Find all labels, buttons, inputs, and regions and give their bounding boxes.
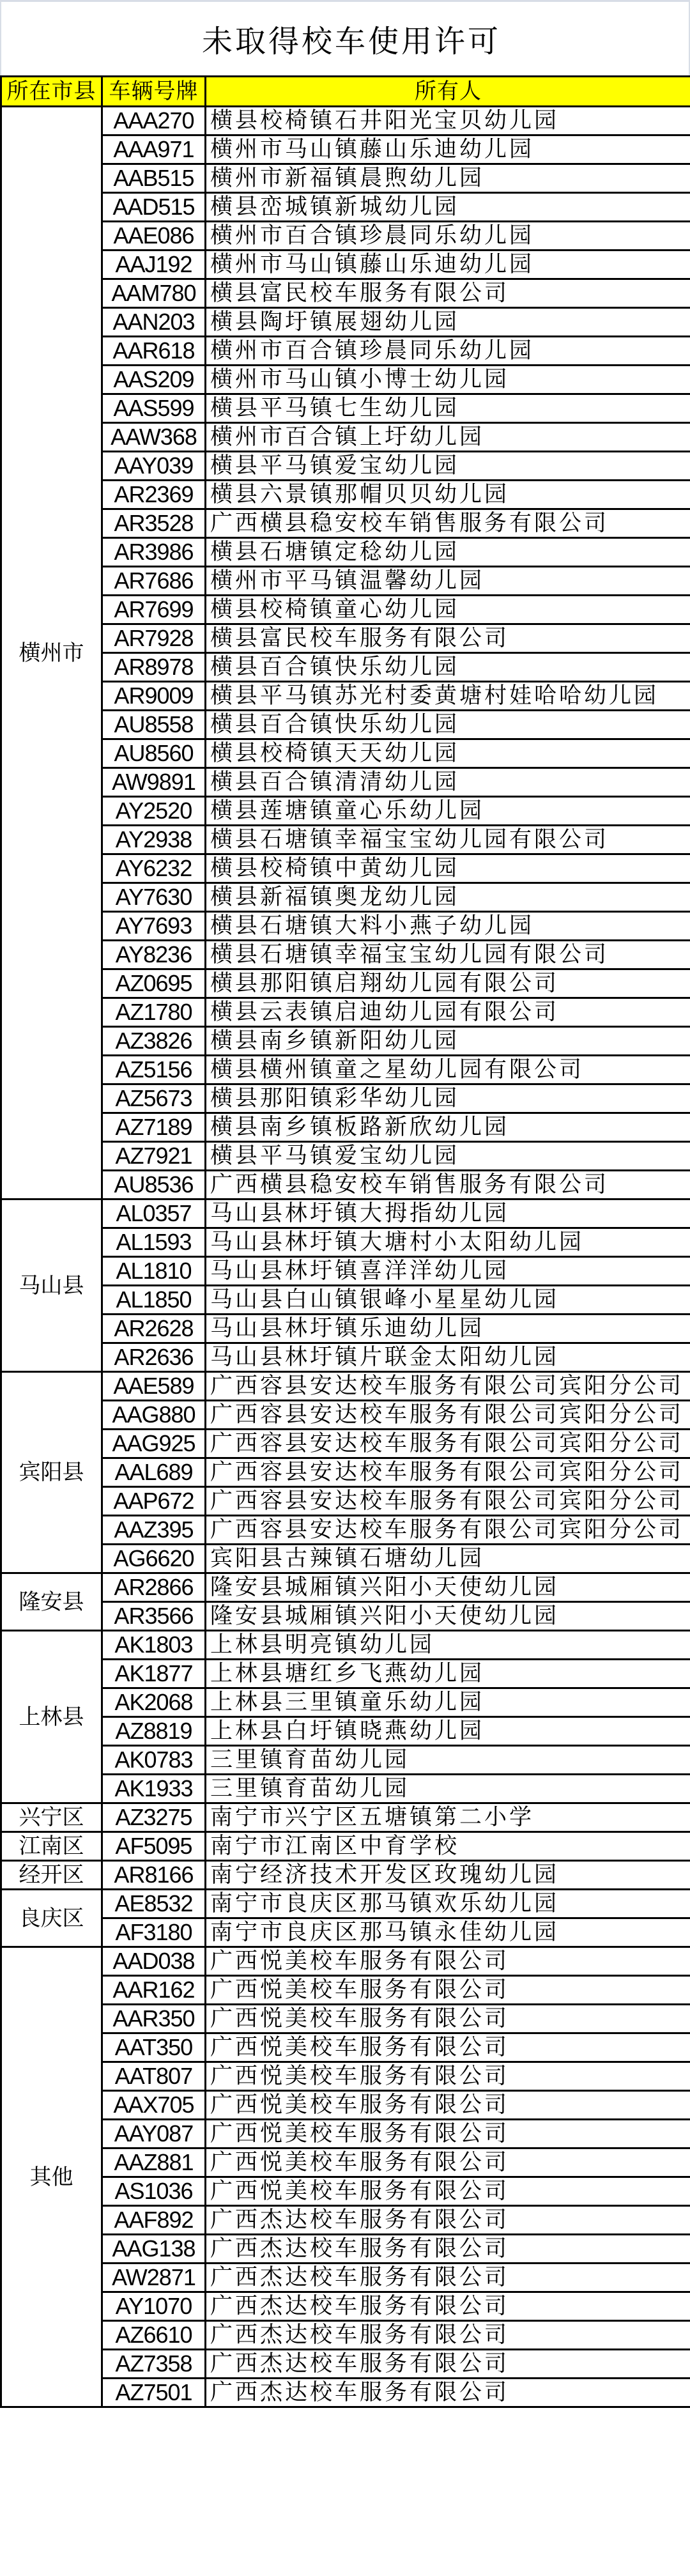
table-body (1, 107, 690, 2407)
plate-cell: AR9009 (102, 682, 206, 711)
table-row (1, 567, 690, 596)
vehicle-table (0, 75, 690, 2408)
page-title: 未取得校车使用许可 (201, 24, 501, 59)
table-row (1, 1660, 690, 1688)
table-row (1, 1861, 690, 1890)
table-row (1, 1056, 690, 1084)
owner-cell: 横州市百合镇上圩幼儿园 (206, 423, 690, 452)
owner-cell: 横州市马山镇藤山乐迪幼儿园 (206, 135, 690, 164)
owner-cell: 横州市新福镇晨煦幼儿园 (206, 164, 690, 193)
table-row (1, 883, 690, 912)
table-row (1, 1717, 690, 1746)
owner-cell: 横县新福镇奥龙幼儿园 (206, 883, 690, 912)
owner-cell: 横县平马镇爱宝幼儿园 (206, 1142, 690, 1171)
owner-cell: 广西悦美校车服务有限公司 (206, 2177, 690, 2206)
owner-cell: 马山县白山镇银峰小星星幼儿园 (206, 1286, 690, 1315)
owner-cell: 广西容县安达校车服务有限公司宾阳分公司 (206, 1401, 690, 1430)
plate-cell: AW9891 (102, 768, 206, 797)
owner-cell: 广西悦美校车服务有限公司 (206, 1947, 690, 1976)
table-row (1, 308, 690, 337)
region-cell: 兴宁区 (1, 1803, 102, 1832)
table-row (1, 2350, 690, 2379)
table-row (1, 1142, 690, 1171)
table-row (1, 1113, 690, 1142)
table-row (1, 2292, 690, 2321)
region-cell: 经开区 (1, 1861, 102, 1890)
owner-cell: 南宁市良庆区那马镇永佳幼儿园 (206, 1918, 690, 1947)
region-cell: 隆安县 (1, 1573, 102, 1631)
plate-cell: AAD515 (102, 193, 206, 222)
table-row (1, 1832, 690, 1861)
owner-cell: 广西杰达校车服务有限公司 (206, 2292, 690, 2321)
plate-cell: AAZ881 (102, 2148, 206, 2177)
plate-cell: AK1877 (102, 1660, 206, 1688)
table-row (1, 826, 690, 854)
owner-cell: 横县那阳镇启翔幼儿园有限公司 (206, 969, 690, 998)
plate-cell: AE8532 (102, 1890, 206, 1918)
owner-cell: 广西容县安达校车服务有限公司宾阳分公司 (206, 1487, 690, 1516)
plate-cell: AZ7189 (102, 1113, 206, 1142)
table-row (1, 653, 690, 682)
plate-cell: AZ3826 (102, 1027, 206, 1056)
owner-cell: 横州市平马镇温馨幼儿园 (206, 567, 690, 596)
table-row (1, 423, 690, 452)
plate-cell: AY2520 (102, 797, 206, 826)
plate-cell: AR8166 (102, 1861, 206, 1890)
table-row (1, 135, 690, 164)
owner-cell: 广西悦美校车服务有限公司 (206, 1976, 690, 2005)
owner-cell: 横县峦城镇新城幼儿园 (206, 193, 690, 222)
table-row (1, 1401, 690, 1430)
table-row (1, 1372, 690, 1401)
plate-cell: AK1803 (102, 1631, 206, 1660)
owner-cell: 广西容县安达校车服务有限公司宾阳分公司 (206, 1430, 690, 1458)
plate-cell: AAM780 (102, 279, 206, 308)
plate-cell: AAZ395 (102, 1516, 206, 1545)
table-row (1, 711, 690, 739)
table-row (1, 366, 690, 394)
table-row (1, 1775, 690, 1803)
owner-cell: 横县横州镇童之星幼儿园有限公司 (206, 1056, 690, 1084)
owner-cell: 广西悦美校车服务有限公司 (206, 2148, 690, 2177)
owner-cell: 横县校椅镇石井阳光宝贝幼儿园 (206, 107, 690, 135)
table-row (1, 1458, 690, 1487)
table-row (1, 1257, 690, 1286)
owner-cell: 南宁市良庆区那马镇欢乐幼儿园 (206, 1890, 690, 1918)
table-row (1, 624, 690, 653)
table-row (1, 538, 690, 567)
region-cell: 江南区 (1, 1832, 102, 1861)
header-plate: 车辆号牌 (102, 77, 206, 107)
plate-cell: AAT350 (102, 2033, 206, 2062)
plate-cell: AY1070 (102, 2292, 206, 2321)
plate-cell: AAN203 (102, 308, 206, 337)
plate-cell: AAG880 (102, 1401, 206, 1430)
owner-cell: 广西悦美校车服务有限公司 (206, 2091, 690, 2120)
table-row (1, 2033, 690, 2062)
plate-cell: AU8560 (102, 739, 206, 768)
plate-cell: AAL689 (102, 1458, 206, 1487)
table-row (1, 1516, 690, 1545)
owner-cell: 上林县明亮镇幼儿园 (206, 1631, 690, 1660)
plate-cell: AZ7501 (102, 2379, 206, 2407)
owner-cell: 横县百合镇快乐幼儿园 (206, 653, 690, 682)
plate-cell: AU8536 (102, 1171, 206, 1199)
owner-cell: 广西容县安达校车服务有限公司宾阳分公司 (206, 1516, 690, 1545)
region-cell: 其他 (1, 1947, 102, 2407)
table-row (1, 193, 690, 222)
table-row (1, 164, 690, 193)
table-row (1, 1199, 690, 1228)
table-row (1, 394, 690, 423)
table-row (1, 1545, 690, 1573)
table-row (1, 1430, 690, 1458)
table-row (1, 337, 690, 366)
table-row (1, 222, 690, 251)
table-row (1, 2206, 690, 2235)
table-row (1, 1688, 690, 1717)
plate-cell: AZ5673 (102, 1084, 206, 1113)
owner-cell: 马山县林圩镇乐迪幼儿园 (206, 1315, 690, 1343)
header-region: 所在市县 (1, 77, 102, 107)
plate-cell: AR3566 (102, 1602, 206, 1631)
plate-cell: AAY087 (102, 2120, 206, 2148)
plate-cell: AZ0695 (102, 969, 206, 998)
table-row (1, 1746, 690, 1775)
table-row (1, 2177, 690, 2206)
table-row (1, 1487, 690, 1516)
region-cell: 宾阳县 (1, 1372, 102, 1573)
table-row (1, 1286, 690, 1315)
plate-cell: AZ3275 (102, 1803, 206, 1832)
owner-cell: 宾阳县古辣镇石塘幼儿园 (206, 1545, 690, 1573)
owner-cell: 横县南乡镇新阳幼儿园 (206, 1027, 690, 1056)
table-row (1, 251, 690, 279)
owner-cell: 横县富民校车服务有限公司 (206, 624, 690, 653)
plate-cell: AS1036 (102, 2177, 206, 2206)
plate-cell: AY6232 (102, 854, 206, 883)
plate-cell: AY2938 (102, 826, 206, 854)
table-row (1, 1084, 690, 1113)
owner-cell: 南宁经济技术开发区玫瑰幼儿园 (206, 1861, 690, 1890)
owner-cell: 横州市百合镇珍晨同乐幼儿园 (206, 337, 690, 366)
owner-cell: 横县校椅镇中黄幼儿园 (206, 854, 690, 883)
table-row (1, 279, 690, 308)
owner-cell: 横县平马镇爱宝幼儿园 (206, 452, 690, 481)
owner-cell: 横县百合镇清清幼儿园 (206, 768, 690, 797)
table-row (1, 1602, 690, 1631)
plate-cell: AAR618 (102, 337, 206, 366)
table-row (1, 682, 690, 711)
header-owner: 所有人 (206, 77, 690, 107)
owner-cell: 马山县林圩镇大拇指幼儿园 (206, 1199, 690, 1228)
table-row (1, 768, 690, 797)
plate-cell: AAP672 (102, 1487, 206, 1516)
plate-cell: AU8558 (102, 711, 206, 739)
table-row (1, 107, 690, 135)
owner-cell: 横县石塘镇大料小燕子幼儿园 (206, 912, 690, 941)
plate-cell: AK1933 (102, 1775, 206, 1803)
plate-cell: AAG925 (102, 1430, 206, 1458)
plate-cell: AR3528 (102, 509, 206, 538)
table-row (1, 941, 690, 969)
table-row (1, 797, 690, 826)
table-row (1, 509, 690, 538)
owner-cell: 广西横县稳安校车销售服务有限公司 (206, 509, 690, 538)
owner-cell: 横县校椅镇天天幼儿园 (206, 739, 690, 768)
plate-cell: AAD038 (102, 1947, 206, 1976)
plate-cell: AZ5156 (102, 1056, 206, 1084)
table-row (1, 1027, 690, 1056)
table-row (1, 1803, 690, 1832)
plate-cell: AAX705 (102, 2091, 206, 2120)
owner-cell: 横县那阳镇彩华幼儿园 (206, 1084, 690, 1113)
table-row (1, 1890, 690, 1918)
owner-cell: 马山县林圩镇喜洋洋幼儿园 (206, 1257, 690, 1286)
owner-cell: 横州市马山镇藤山乐迪幼儿园 (206, 251, 690, 279)
plate-cell: AR7928 (102, 624, 206, 653)
owner-cell: 横县富民校车服务有限公司 (206, 279, 690, 308)
plate-cell: AAJ192 (102, 251, 206, 279)
plate-cell: AF3180 (102, 1918, 206, 1947)
table-row (1, 2264, 690, 2292)
table-row (1, 1343, 690, 1372)
plate-cell: AL1850 (102, 1286, 206, 1315)
owner-cell: 广西横县稳安校车销售服务有限公司 (206, 1171, 690, 1199)
owner-cell: 广西杰达校车服务有限公司 (206, 2264, 690, 2292)
table-row (1, 481, 690, 509)
owner-cell: 横州市百合镇珍晨同乐幼儿园 (206, 222, 690, 251)
table-row (1, 1171, 690, 1199)
region-cell: 良庆区 (1, 1890, 102, 1947)
owner-cell: 上林县塘红乡飞燕幼儿园 (206, 1660, 690, 1688)
owner-cell: 广西悦美校车服务有限公司 (206, 2062, 690, 2091)
table-row (1, 998, 690, 1027)
table-row (1, 1315, 690, 1343)
plate-cell: AR7686 (102, 567, 206, 596)
plate-cell: AAT807 (102, 2062, 206, 2091)
plate-cell: AW2871 (102, 2264, 206, 2292)
plate-cell: AZ7921 (102, 1142, 206, 1171)
plate-cell: AR8978 (102, 653, 206, 682)
table-row (1, 596, 690, 624)
owner-cell: 广西悦美校车服务有限公司 (206, 2033, 690, 2062)
table-row (1, 2321, 690, 2350)
table-row (1, 1573, 690, 1602)
owner-cell: 横县云表镇启迪幼儿园有限公司 (206, 998, 690, 1027)
plate-cell: AY8236 (102, 941, 206, 969)
owner-cell: 三里镇育苗幼儿园 (206, 1746, 690, 1775)
owner-cell: 马山县林圩镇大塘村小太阳幼儿园 (206, 1228, 690, 1257)
owner-cell: 横县南乡镇板路新欣幼儿园 (206, 1113, 690, 1142)
owner-cell: 南宁市兴宁区五塘镇第二小学 (206, 1803, 690, 1832)
owner-cell: 横县六景镇那帽贝贝幼儿园 (206, 481, 690, 509)
table-row (1, 2148, 690, 2177)
region-cell: 横州市 (1, 107, 102, 1199)
owner-cell: 广西杰达校车服务有限公司 (206, 2206, 690, 2235)
plate-cell: AK0783 (102, 1746, 206, 1775)
owner-cell: 三里镇育苗幼儿园 (206, 1775, 690, 1803)
table-row (1, 2120, 690, 2148)
table-row (1, 1947, 690, 1976)
table-header-row (1, 77, 690, 107)
owner-cell: 横县石塘镇定稔幼儿园 (206, 538, 690, 567)
plate-cell: AAS599 (102, 394, 206, 423)
table-row (1, 1631, 690, 1660)
owner-cell: 广西杰达校车服务有限公司 (206, 2235, 690, 2264)
table-row (1, 854, 690, 883)
plate-cell: AAA270 (102, 107, 206, 135)
plate-cell: AAB515 (102, 164, 206, 193)
plate-cell: AAE589 (102, 1372, 206, 1401)
table-row (1, 2091, 690, 2120)
owner-cell: 横县百合镇快乐幼儿园 (206, 711, 690, 739)
table-row (1, 969, 690, 998)
owner-cell: 广西杰达校车服务有限公司 (206, 2379, 690, 2407)
plate-cell: AAG138 (102, 2235, 206, 2264)
owner-cell: 广西悦美校车服务有限公司 (206, 2005, 690, 2033)
table-row (1, 2379, 690, 2407)
owner-cell: 广西容县安达校车服务有限公司宾阳分公司 (206, 1458, 690, 1487)
owner-cell: 马山县林圩镇片联金太阳幼儿园 (206, 1343, 690, 1372)
owner-cell: 横县平马镇七生幼儿园 (206, 394, 690, 423)
plate-cell: AF5095 (102, 1832, 206, 1861)
table-row (1, 452, 690, 481)
plate-cell: AZ7358 (102, 2350, 206, 2379)
owner-cell: 隆安县城厢镇兴阳小天使幼儿园 (206, 1602, 690, 1631)
plate-cell: AAY039 (102, 452, 206, 481)
owner-cell: 广西杰达校车服务有限公司 (206, 2350, 690, 2379)
region-cell: 马山县 (1, 1199, 102, 1372)
table-row (1, 2005, 690, 2033)
plate-cell: AAR162 (102, 1976, 206, 2005)
owner-cell: 横县平马镇苏光村委黄塘村娃哈哈幼儿园 (206, 682, 690, 711)
table-row (1, 912, 690, 941)
table-row (1, 2062, 690, 2091)
plate-cell: AY7693 (102, 912, 206, 941)
owner-cell: 隆安县城厢镇兴阳小天使幼儿园 (206, 1573, 690, 1602)
plate-cell: AR2628 (102, 1315, 206, 1343)
table-row (1, 739, 690, 768)
plate-cell: AAR350 (102, 2005, 206, 2033)
plate-cell: AAA971 (102, 135, 206, 164)
owner-cell: 横县莲塘镇童心乐幼儿园 (206, 797, 690, 826)
plate-cell: AL0357 (102, 1199, 206, 1228)
owner-cell: 横县石塘镇幸福宝宝幼儿园有限公司 (206, 826, 690, 854)
owner-cell: 横县石塘镇幸福宝宝幼儿园有限公司 (206, 941, 690, 969)
owner-cell: 南宁市江南区中育学校 (206, 1832, 690, 1861)
owner-cell: 广西悦美校车服务有限公司 (206, 2120, 690, 2148)
plate-cell: AR2636 (102, 1343, 206, 1372)
owner-cell: 上林县白圩镇晓燕幼儿园 (206, 1717, 690, 1746)
plate-cell: AAE086 (102, 222, 206, 251)
plate-cell: AAF892 (102, 2206, 206, 2235)
table-row (1, 1976, 690, 2005)
plate-cell: AY7630 (102, 883, 206, 912)
plate-cell: AR7699 (102, 596, 206, 624)
owner-cell: 广西容县安达校车服务有限公司宾阳分公司 (206, 1372, 690, 1401)
plate-cell: AAS209 (102, 366, 206, 394)
owner-cell: 横县校椅镇童心幼儿园 (206, 596, 690, 624)
plate-cell: AZ6610 (102, 2321, 206, 2350)
plate-cell: AL1593 (102, 1228, 206, 1257)
plate-cell: AR2369 (102, 481, 206, 509)
plate-cell: AK2068 (102, 1688, 206, 1717)
plate-cell: AAW368 (102, 423, 206, 452)
owner-cell: 横州市马山镇小博士幼儿园 (206, 366, 690, 394)
title-bar (0, 0, 690, 75)
plate-cell: AG6620 (102, 1545, 206, 1573)
plate-cell: AR2866 (102, 1573, 206, 1602)
plate-cell: AZ8819 (102, 1717, 206, 1746)
owner-cell: 广西杰达校车服务有限公司 (206, 2321, 690, 2350)
table-row (1, 1228, 690, 1257)
plate-cell: AR3986 (102, 538, 206, 567)
table-row (1, 1918, 690, 1947)
plate-cell: AL1810 (102, 1257, 206, 1286)
plate-cell: AZ1780 (102, 998, 206, 1027)
owner-cell: 横县陶圩镇展翅幼儿园 (206, 308, 690, 337)
region-cell: 上林县 (1, 1631, 102, 1803)
owner-cell: 上林县三里镇童乐幼儿园 (206, 1688, 690, 1717)
table-row (1, 2235, 690, 2264)
